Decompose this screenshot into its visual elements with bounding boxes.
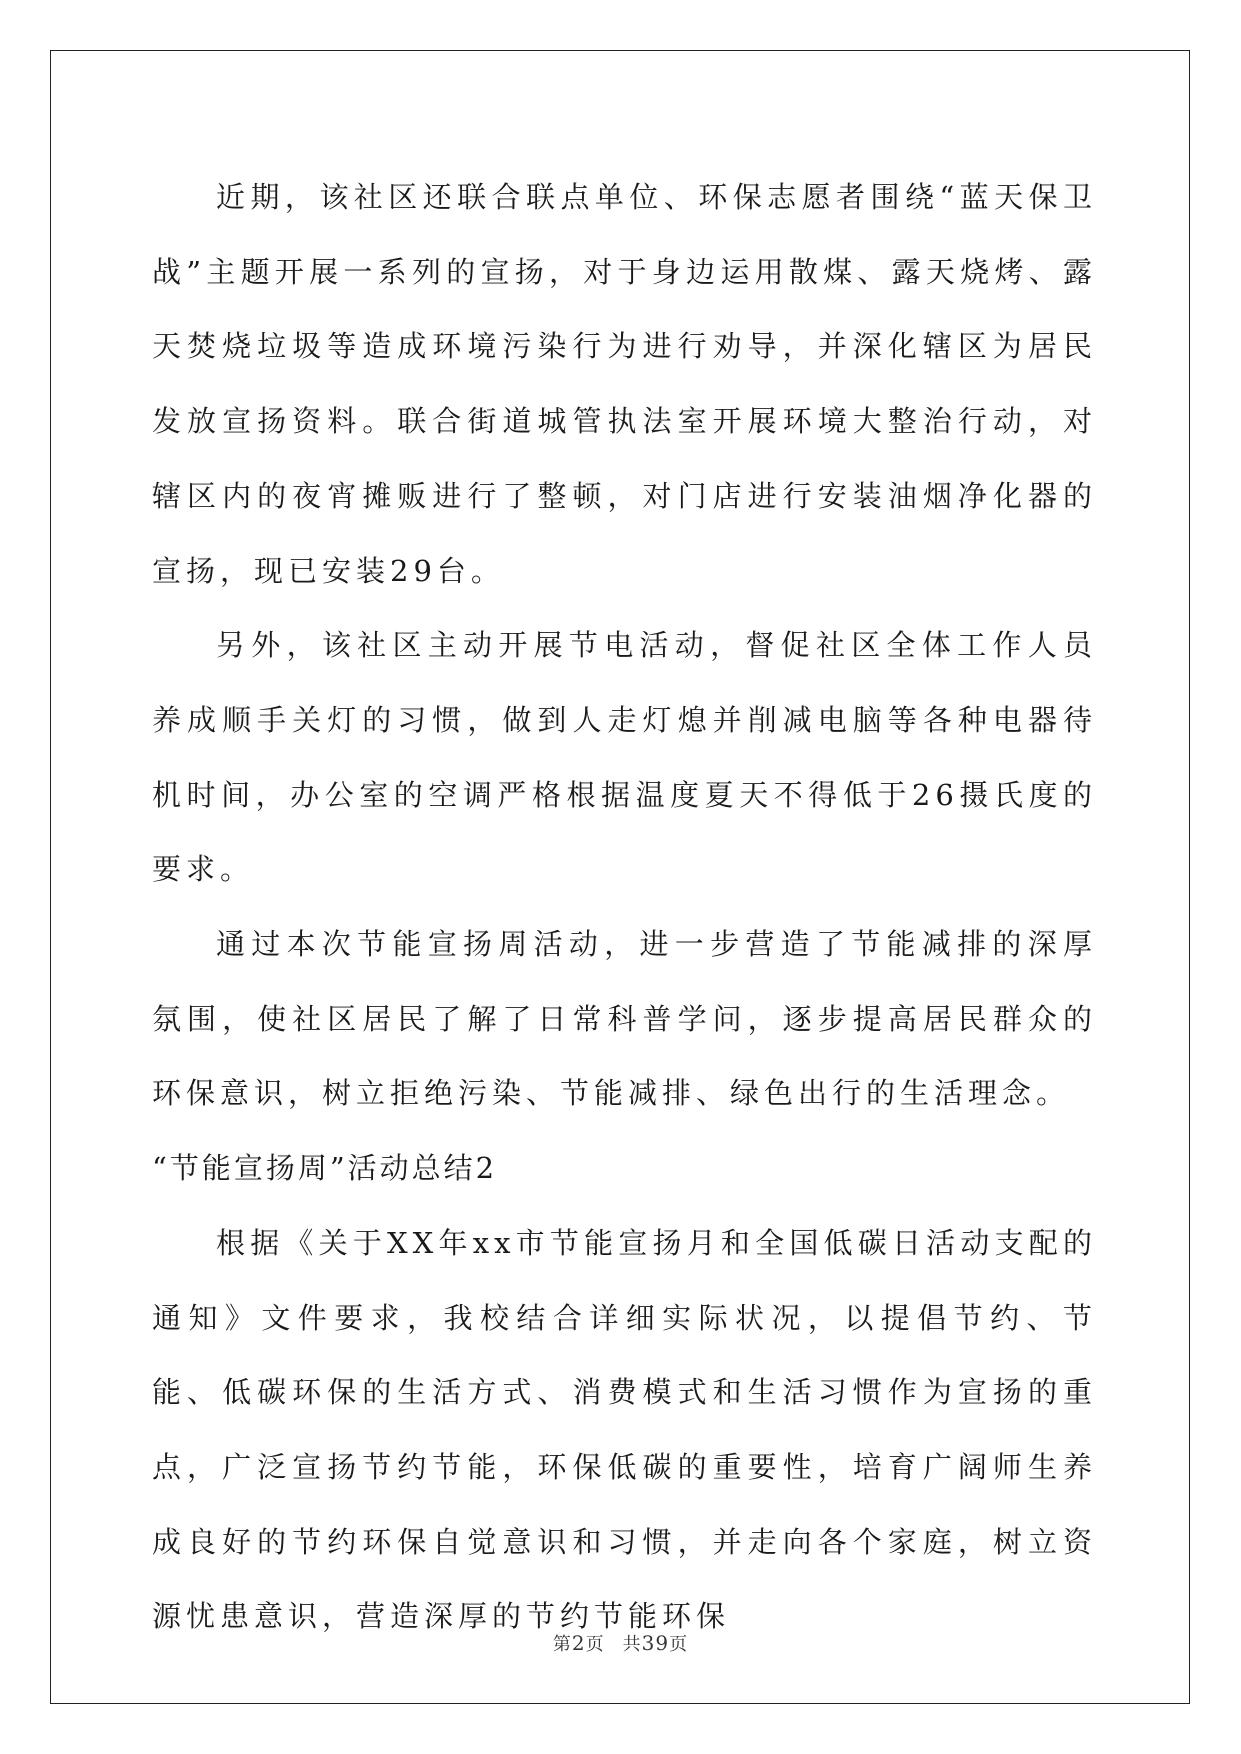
total-suffix: 页 xyxy=(669,1634,689,1655)
section-paragraph: 根据《关于XX年xx市节能宣扬月和全国低碳日活动支配的通知》文件要求，我校结合详细实际状况，以提倡节约、节能、低碳环保的生活方式、消费模式和生活习惯作为宣扬的重点，广泛宣扬节约节能，环保低碳的重要性，培育广阔师生养成良好的节约环保自觉意识和习惯，并走向各个家庭，树立资源忧患意识，营造深厚的节约节能环保 xyxy=(152,1225,1097,1634)
total-pages: 39 xyxy=(641,1631,670,1655)
document-body xyxy=(152,160,1097,1654)
page-prefix: 第 xyxy=(552,1634,572,1655)
page-number: 2 xyxy=(571,1631,586,1655)
paragraph-2: 另外，该社区主动开展节电活动，督促社区全体工作人员养成顺手关灯的习惯，做到人走灯熄并削减电脑等各种电器待机时间，办公室的空调严格根据温度夏天不得低于26摄氏度的要求。 xyxy=(152,628,1097,887)
section-title: “节能宣扬周”活动总结2 xyxy=(152,1151,498,1186)
total-prefix: 共 xyxy=(622,1634,642,1655)
paragraph-1: 近期，该社区还联合联点单位、环保志愿者围绕“蓝天保卫战”主题开展一系列的宣扬，对于身边运用散煤、露天烧烤、露天焚烧垃圾等造成环境污染行为进行劝导，并深化辖区为居民发放宣扬资料。联合街道城管执法室开展环境大整治行动，对辖区内的夜宵摊贩进行了整顿，对门店进行安装油烟净化器的宣扬，现已安装29台。 xyxy=(152,180,1097,588)
page-suffix: 页 xyxy=(585,1634,605,1655)
paragraph-3: 通过本次节能宣扬周活动，进一步营造了节能减排的深厚氛围，使社区居民了解了日常科普学问，逐步提高居民群众的环保意识，树立拒绝污染、节能减排、绿色出行的生活理念。 xyxy=(152,927,1097,1111)
page-footer xyxy=(0,1630,1241,1656)
